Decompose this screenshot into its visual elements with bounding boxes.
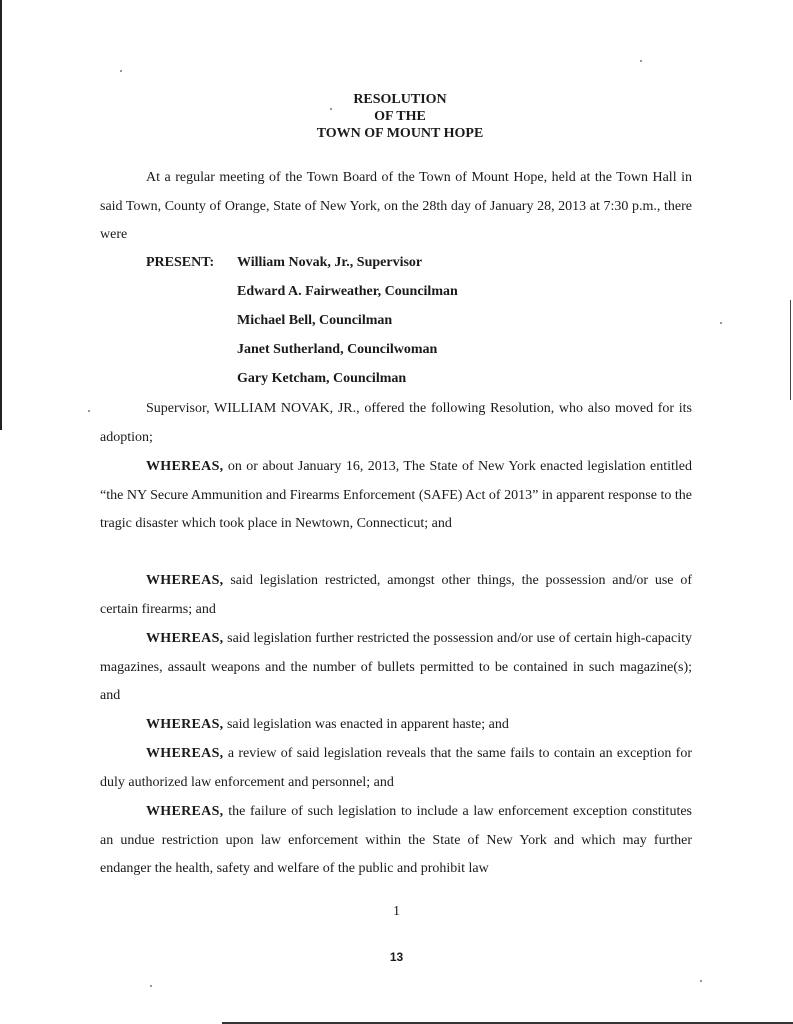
whereas-text: said legislation was enacted in apparent haste; and: [226, 717, 509, 732]
whereas-keyword: WHEREAS,: [146, 459, 224, 474]
motion-paragraph: [100, 395, 692, 452]
whereas-keyword: WHEREAS,: [146, 717, 224, 732]
scan-speck: [88, 410, 90, 412]
whereas-text: a review of said legislation reveals that the same fails to contain an exception for duly authorized law enforcement and personnel; and: [100, 746, 692, 790]
member-name: Michael Bell, Councilman: [237, 313, 393, 328]
whereas-keyword: WHEREAS,: [146, 746, 224, 761]
intro-text: At a regular meeting of the Town Board of the Town of Mount Hope, held at the Town Hall in said Town, County of Orange, State of New York, on the 28th day of January 28, 2013 at 7:30 p.m., there were: [100, 170, 692, 243]
whereas-keyword: WHEREAS,: [146, 631, 224, 646]
scan-speck: [120, 70, 122, 72]
whereas-paragraph: [100, 798, 692, 884]
member-name: Edward A. Fairweather, Councilman: [237, 284, 458, 299]
title-line: OF THE: [374, 109, 426, 124]
present-label: PRESENT:: [146, 255, 215, 270]
scan-speck: [150, 985, 152, 987]
member-name: William Novak, Jr., Supervisor: [237, 255, 423, 270]
scan-speck: [330, 108, 332, 110]
scan-speck: [700, 980, 702, 982]
whereas-paragraph: [100, 567, 692, 624]
scan-speck: [640, 60, 642, 62]
whereas-paragraph: [100, 453, 692, 539]
whereas-keyword: WHEREAS,: [146, 573, 224, 588]
intro-paragraph: [100, 164, 692, 250]
stamp-number: 13: [389, 950, 404, 964]
whereas-text: said legislation restricted, amongst other things, the possession and/or use of certain firearms; and: [100, 573, 693, 617]
title-line: RESOLUTION: [353, 92, 447, 107]
whereas-text: said legislation further restricted the possession and/or use of certain high-capacity magazines, assault weapons and the number of bullets permitted to be contained in such magazine(s); and: [100, 631, 692, 704]
scan-speck: [720, 322, 722, 324]
page-number: 1: [393, 904, 400, 919]
resolution-title: [250, 91, 550, 142]
member-name: Janet Sutherland, Councilwoman: [237, 342, 438, 357]
whereas-paragraph: [100, 625, 692, 711]
whereas-paragraph: [100, 711, 692, 740]
scan-edge-left: [0, 0, 2, 430]
title-line: TOWN OF MOUNT HOPE: [316, 126, 484, 141]
whereas-text: on or about January 16, 2013, The State of New York enacted legislation entitled “the NY Secure Ammunition and Firearms Enforcement (SAFE) Act of 2013” in apparent response to the tragic disaster which took place in Newtown, Connecticut; and: [100, 459, 692, 532]
motion-text: Supervisor, WILLIAM NOVAK, JR., offered the following Resolution, who also moved for its adoption;: [100, 401, 692, 445]
member-name: Gary Ketcham, Councilman: [237, 371, 407, 386]
whereas-keyword: WHEREAS,: [146, 804, 224, 819]
whereas-text: the failure of such legislation to include a law enforcement exception constitutes an undue restriction upon law enforcement within the State of New York and which may further endanger the health, safety and welfare of the public and prohibit law: [100, 804, 692, 877]
whereas-paragraph: [100, 740, 692, 797]
scan-edge-right: [790, 300, 791, 400]
